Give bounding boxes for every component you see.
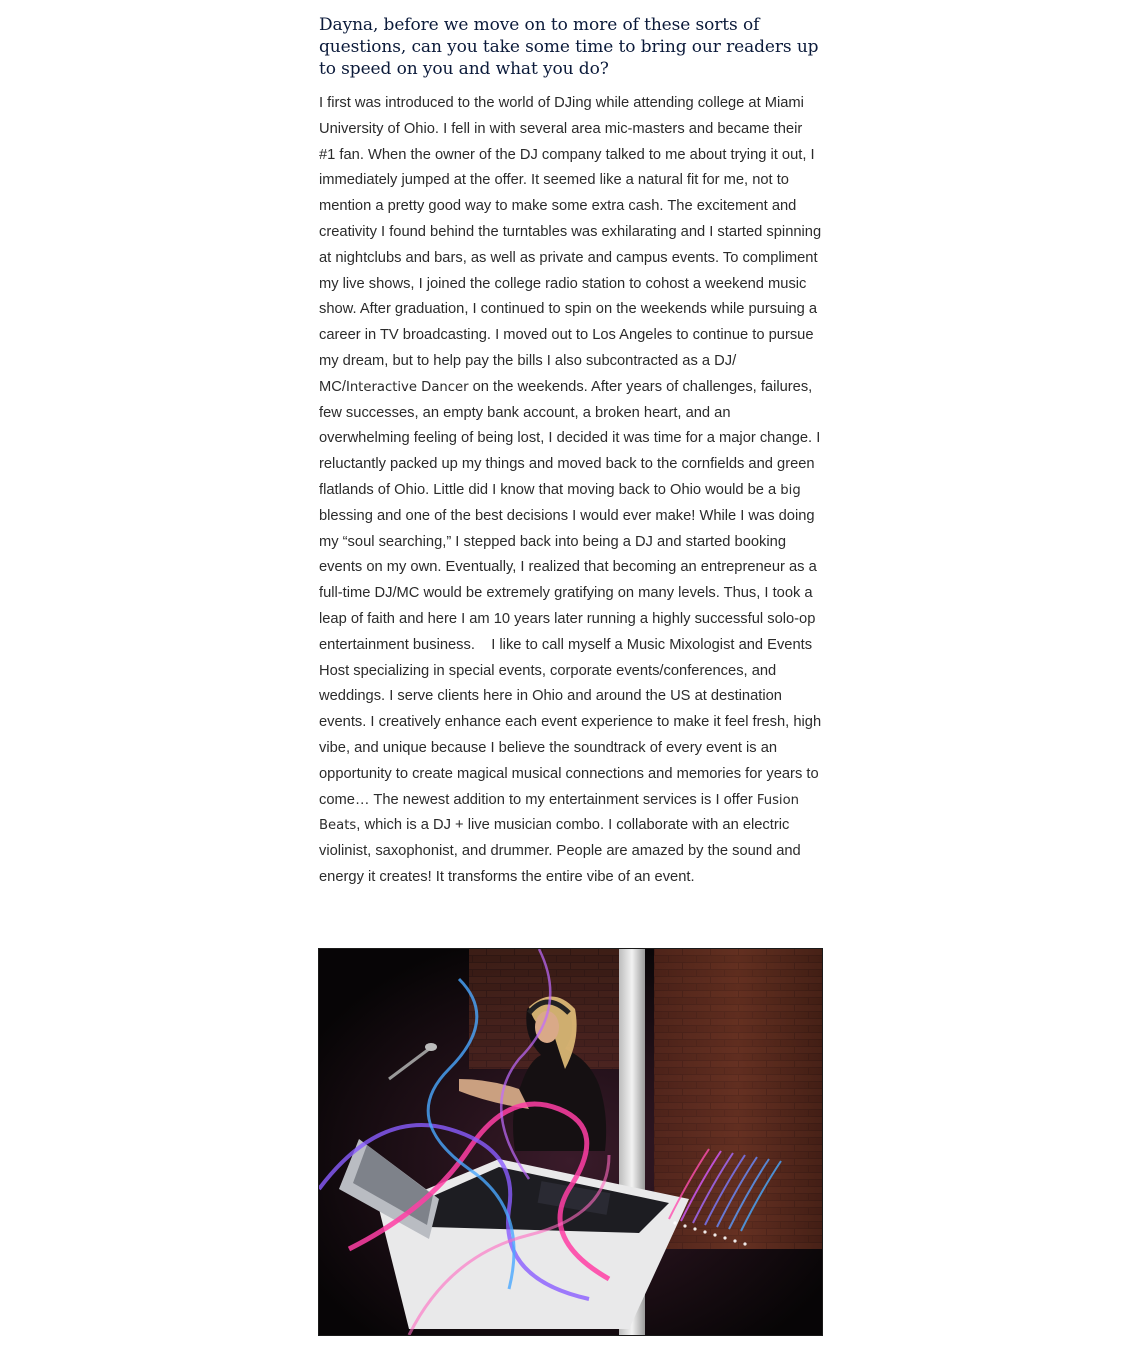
- answer-text-part-1: I first was introduced to the world of DJing while attending college at Miami University of Ohio. I fell in with several area mic-masters and became their #1 fan. When the owner of the DJ company talked to me about trying it out, I immediately jumped at the offer. It seemed like a natural fit for me, not to mention a pretty good way to make some extra cash. The excitement and creativity I found behind the turntables was exhilarating and I started spinning at nightclubs and bars, as well as private and campus events. To compliment my live shows, I joined the college radio station to cohost a weekend music show. After graduation, I continued to spin on the weekends while pursuing a career in TV broadcasting. I moved out to Los Angeles to continue to pursue my dream, but to help pay the bills I also subcontracted as a DJ/ MC/: [319, 95, 822, 395]
- interactive-dancer-text: Interactive Dancer: [345, 379, 469, 395]
- fusion-beats-text: Fusion Beats: [319, 792, 800, 834]
- answer-text-part-4: , which is a DJ + live musician combo. I collaborate with an electric violinist, saxophonist, and drummer. People are amazed by the sound and energy it creates! It transforms the entire vibe of an event.: [319, 817, 801, 885]
- interview-question: Dayna, before we move on to more of these sorts of questions, can you take some time to bring our readers up to speed on you and what you do?: [319, 15, 819, 79]
- big-text: big: [780, 482, 801, 498]
- dj-performance-photo: [319, 949, 822, 1335]
- interview-answer: [319, 91, 822, 891]
- dj-photo-illustration: [319, 949, 822, 1335]
- article-section: [319, 14, 822, 891]
- answer-text-part-2: on the weekends. After years of challenges, failures, few successes, an empty bank account, a broken heart, and an overwhelming feeling of being lost, I decided it was time for a major change. I reluctantly packed up my things and moved back to the cornfields and green flatlands of Ohio. Little did I know that moving back to Ohio would be a: [319, 378, 821, 498]
- answer-text-part-3: blessing and one of the best decisions I would ever make! While I was doing my “soul searching,” I stepped back into being a DJ and started booking events on my own. Eventually, I realized that becoming an entrepreneur as a full-time DJ/MC would be extremely gratifying on many levels. Thus, I took a leap of faith and here I am 10 years later running a highly successful solo-op entertainment business. I like to call myself a Music Mixologist and Events Host specializing in special events, corporate events/conferences, and weddings. I serve clients here in Ohio and around the US at destination events. I creatively enhance each event experience to make it feel fresh, high vibe, and unique because I believe the soundtrack of every event is an opportunity to create magical musical connections and memories for years to come… The newest addition to my entertainment services is I offer: [319, 507, 822, 808]
- microphone: [425, 1043, 437, 1051]
